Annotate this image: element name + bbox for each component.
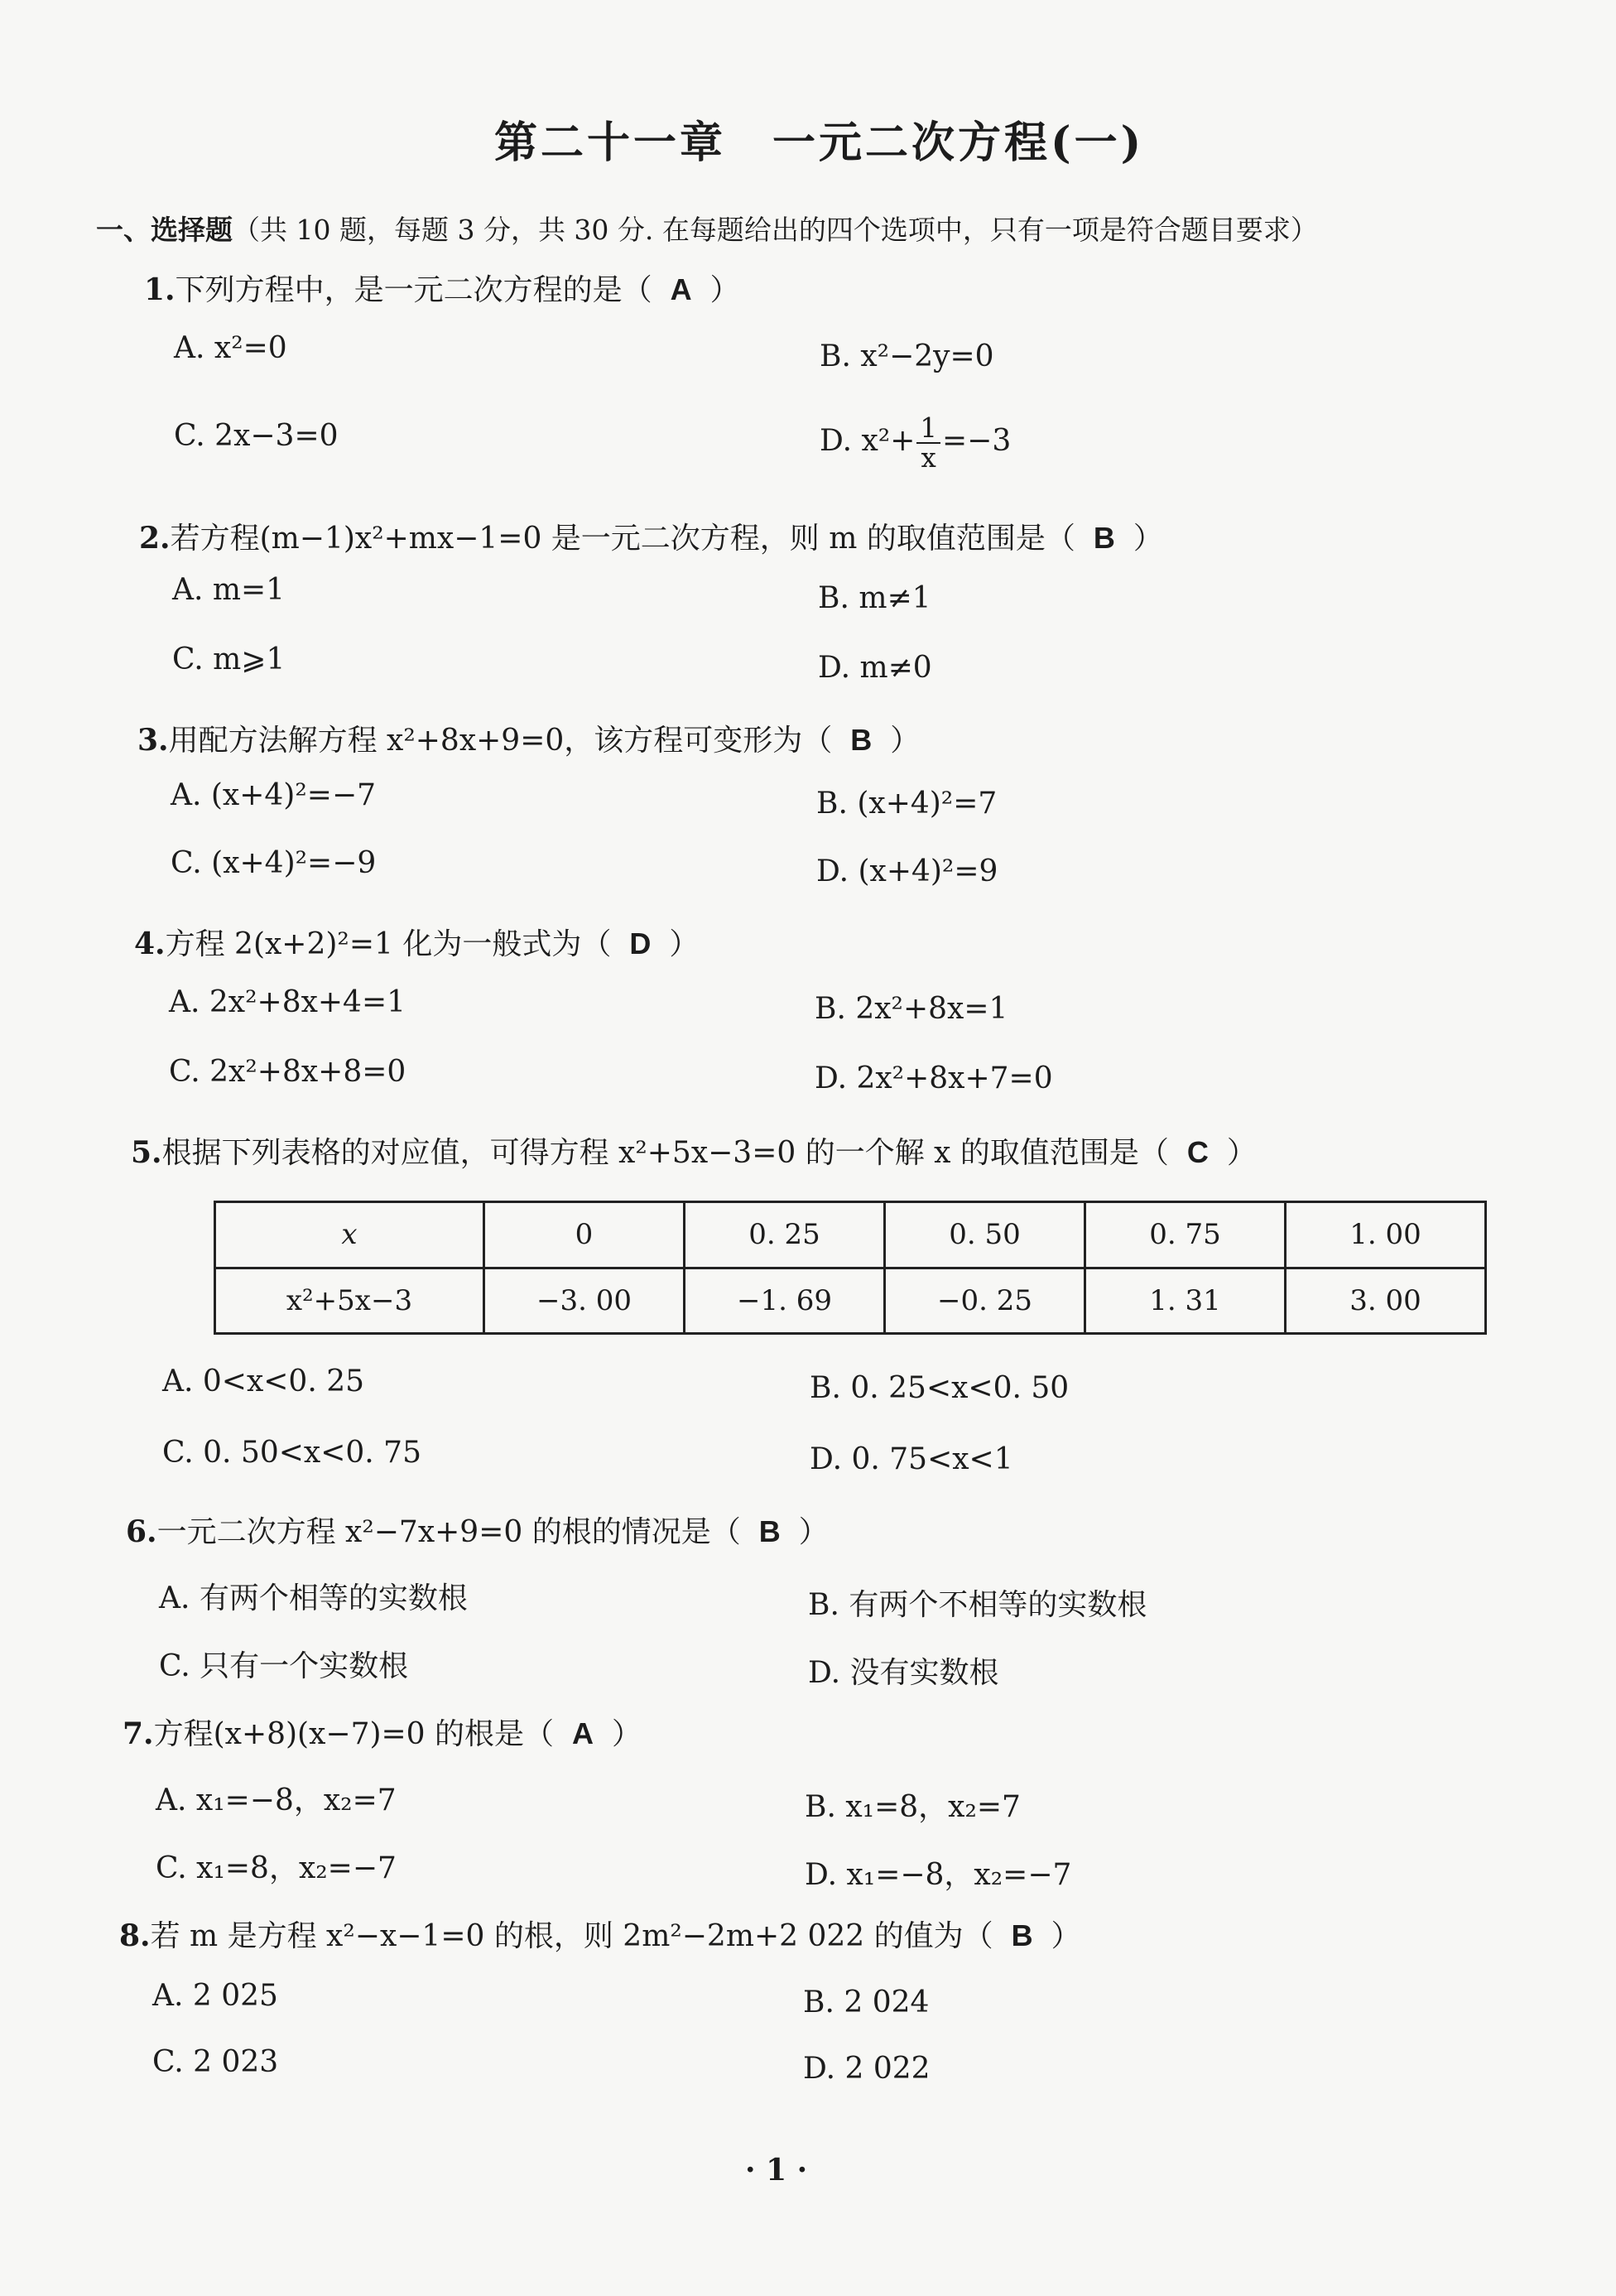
table-cell: x²+5x−3 xyxy=(215,1268,484,1334)
option-b: B. x₁=8，x₂=7 xyxy=(805,1790,1021,1824)
question-text: 方程(x+8)(x−7)=0 的根是（ xyxy=(153,1717,555,1751)
question-number: 1. xyxy=(144,272,176,307)
table-cell: 0. 75 xyxy=(1085,1202,1286,1268)
table-row xyxy=(215,1202,1486,1268)
answer: B xyxy=(758,1514,781,1548)
option-b: B. m≠1 xyxy=(818,581,931,615)
section-header xyxy=(96,209,1318,248)
option-c: C. 2x²+8x+8=0 xyxy=(169,1055,406,1089)
question-number: 5. xyxy=(131,1135,162,1170)
option-expression: x²−2y=0 xyxy=(860,339,994,373)
question-number: 2. xyxy=(139,521,171,556)
page-number: · 1 · xyxy=(745,2153,808,2188)
answer: A xyxy=(572,1716,594,1750)
option-d: D. 2x²+8x+7=0 xyxy=(815,1061,1053,1095)
option-a: A. 0<x<0. 25 xyxy=(162,1365,365,1398)
table-cell: 1. 31 xyxy=(1085,1268,1286,1334)
table-row xyxy=(215,1268,1486,1334)
option-c: C. 2x−3=0 xyxy=(174,419,339,453)
question-text: 若方程(m−1)x²+mx−1=0 是一元二次方程，则 m 的取值范围是（ xyxy=(170,522,1075,556)
table-cell: 0. 25 xyxy=(685,1202,885,1268)
option-expression: x²=0 xyxy=(214,331,287,365)
option-b: B. (x+4)²=7 xyxy=(816,787,998,821)
option-a: A. 2 025 xyxy=(152,1979,278,2013)
option-d: D. 没有实数根 xyxy=(808,1656,999,1690)
option-d: D. m≠0 xyxy=(818,651,932,685)
question-number: 4. xyxy=(134,927,166,961)
question-number: 3. xyxy=(137,723,169,758)
answer: B xyxy=(850,723,873,757)
table-cell: −0. 25 xyxy=(885,1268,1085,1334)
question-number: 6. xyxy=(126,1514,157,1549)
option-d: D. x²+ $\frac{1}{x}$ =−3 xyxy=(820,412,1012,474)
table-cell: x xyxy=(215,1202,484,1268)
answer: A xyxy=(670,272,692,306)
question-4: 4.方程 2(x+2)²=1 化为一般式为（ D ） xyxy=(134,927,700,961)
question-text: 用配方法解方程 x²+8x+9=0，该方程可变形为（ xyxy=(168,724,833,758)
option-b: B. 有两个不相等的实数根 xyxy=(808,1588,1147,1622)
question-number: 7. xyxy=(123,1716,154,1751)
question-text: 一元二次方程 x²−7x+9=0 的根的情况是（ xyxy=(156,1515,741,1549)
option-a: A. x²=0 xyxy=(174,331,287,365)
question-1: 1.下列方程中，是一元二次方程的是（ A ） xyxy=(144,272,740,307)
question-3: 3.用配方法解方程 x²+8x+9=0，该方程可变形为（ B ） xyxy=(137,723,921,758)
option-b: B. x²−2y=0 xyxy=(820,339,994,373)
answer: B xyxy=(1011,1918,1033,1952)
section-label: 一、选择题 xyxy=(96,214,233,246)
option-c: C. (x+4)²=−9 xyxy=(171,846,377,880)
page-title: 第二十一章 一元二次方程(一) xyxy=(494,118,1145,168)
answer: B xyxy=(1093,521,1115,555)
question-number: 8. xyxy=(119,1918,151,1953)
question-text: 下列方程中，是一元二次方程的是（ xyxy=(175,273,652,307)
option-a: A. (x+4)²=−7 xyxy=(171,778,377,812)
option-a: A. m=1 xyxy=(172,573,286,607)
option-d: D. 2 022 xyxy=(803,2052,931,2086)
option-b: B. 2 024 xyxy=(803,1986,930,2019)
question-8: 8.若 m 是方程 x²−x−1=0 的根，则 2m²−2m+2 022 的值为（ B ） xyxy=(119,1918,1081,1953)
option-a: A. 有两个相等的实数根 xyxy=(159,1581,468,1615)
option-c: C. m⩾1 xyxy=(172,643,286,676)
table-cell: −1. 69 xyxy=(685,1268,885,1334)
table-cell: −3. 00 xyxy=(484,1268,685,1334)
table-cell: 3. 00 xyxy=(1286,1268,1486,1334)
option-c: C. x₁=8，x₂=−7 xyxy=(156,1851,397,1885)
option-b: B. 2x²+8x=1 xyxy=(815,992,1008,1026)
answer: C xyxy=(1186,1135,1209,1169)
question-5: 5.根据下列表格的对应值，可得方程 x²+5x−3=0 的一个解 x 的取值范围是（ C ） xyxy=(131,1135,1257,1170)
option-b: B. 0. 25<x<0. 50 xyxy=(810,1371,1070,1405)
question-6: 6.一元二次方程 x²−7x+9=0 的根的情况是（ B ） xyxy=(126,1514,829,1549)
question-7: 7.方程(x+8)(x−7)=0 的根是（ A ） xyxy=(123,1716,642,1751)
question-text: 根据下列表格的对应值，可得方程 x²+5x−3=0 的一个解 x 的取值范围是（ xyxy=(161,1136,1169,1170)
question-text: 方程 2(x+2)²=1 化为一般式为（ xyxy=(165,927,612,961)
answer: D xyxy=(629,927,652,960)
option-d: D. (x+4)²=9 xyxy=(816,854,998,888)
section-description: （共 10 题，每题 3 分，共 30 分. 在每题给出的四个选项中，只有一项是符合题目要求） xyxy=(233,214,1318,246)
option-c: C. 0. 50<x<0. 75 xyxy=(162,1436,421,1470)
question-2: 2.若方程(m−1)x²+mx−1=0 是一元二次方程，则 m 的取值范围是（ B ） xyxy=(139,521,1163,556)
option-d: D. 0. 75<x<1 xyxy=(810,1442,1013,1476)
option-c: C. 只有一个实数根 xyxy=(159,1649,409,1683)
option-c: C. 2 023 xyxy=(152,2045,279,2079)
option-expression: 2x−3=0 xyxy=(214,419,339,453)
option-a: A. 2x²+8x+4=1 xyxy=(169,985,406,1019)
fraction: $\frac{1}{x}$ xyxy=(916,414,940,472)
option-d: D. x₁=−8，x₂=−7 xyxy=(805,1858,1072,1892)
question-text: 若 m 是方程 x²−x−1=0 的根，则 2m²−2m+2 022 的值为（ xyxy=(150,1919,993,1953)
option-a: A. x₁=−8，x₂=7 xyxy=(156,1783,397,1817)
table-cell: 0 xyxy=(484,1202,685,1268)
table-cell: 0. 50 xyxy=(885,1202,1085,1268)
table-cell: 1. 00 xyxy=(1286,1202,1486,1268)
value-table xyxy=(214,1201,1487,1335)
